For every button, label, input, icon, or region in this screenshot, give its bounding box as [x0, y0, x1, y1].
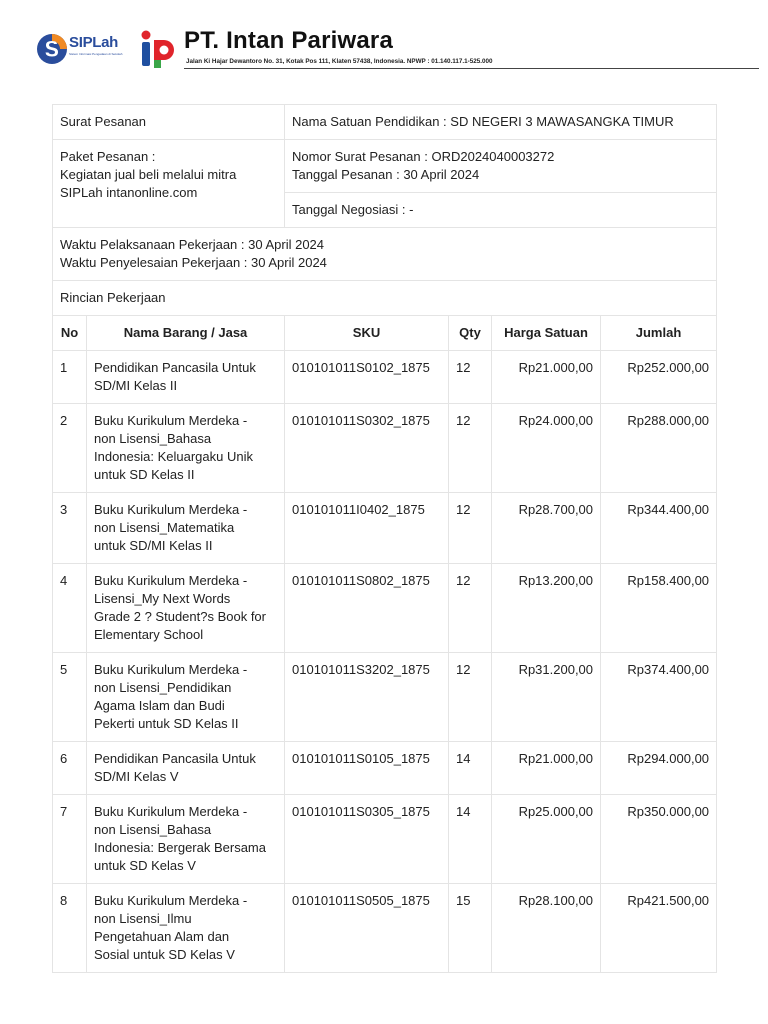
item-name-line: Elementary School — [94, 627, 204, 642]
item-no: 6 — [53, 742, 87, 795]
item-name-line: SD/MI Kelas V — [94, 769, 179, 784]
item-name-line: Pekerti untuk SD Kelas II — [94, 716, 239, 731]
items-header-row — [53, 316, 717, 351]
col-header-price: Harga Satuan — [492, 316, 601, 351]
item-name-line: non Lisensi_Ilmu — [94, 911, 192, 926]
item-qty: 14 — [449, 742, 492, 795]
item-qty: 12 — [449, 493, 492, 564]
package-line-2: SIPLah intanonline.com — [60, 185, 198, 200]
order-date: Tanggal Pesanan : 30 April 2024 — [292, 167, 480, 182]
item-total: Rp288.000,00 — [601, 404, 717, 493]
item-name-line: SD/MI Kelas II — [94, 378, 178, 393]
item-qty: 12 — [449, 653, 492, 742]
item-no: 5 — [53, 653, 87, 742]
item-name — [87, 884, 285, 973]
item-sku: 010101011S0802_1875 — [285, 564, 449, 653]
item-name-line: Indonesia: Keluargaku Unik — [94, 449, 253, 464]
item-sku: 010101011S0102_1875 — [285, 351, 449, 404]
item-name-line: Pengetahuan Alam dan — [94, 929, 230, 944]
company-name: PT. Intan Pariwara — [184, 27, 394, 54]
item-name-line: Agama Islam dan Budi — [94, 698, 225, 713]
table-row — [53, 564, 717, 653]
school-name: Nama Satuan Pendidikan : SD NEGERI 3 MAWASANGKA TIMUR — [285, 105, 717, 140]
order-table — [52, 104, 717, 973]
package-info — [53, 140, 285, 228]
order-meta — [285, 140, 717, 193]
item-name-line: untuk SD Kelas V — [94, 858, 196, 873]
col-header-qty: Qty — [449, 316, 492, 351]
item-total: Rp374.400,00 — [601, 653, 717, 742]
work-completion: Waktu Penyelesaian Pekerjaan : 30 April 2024 — [60, 255, 327, 270]
item-name-line: Sosial untuk SD Kelas V — [94, 947, 235, 962]
item-name-line: untuk SD/MI Kelas II — [94, 538, 213, 553]
company-address: Jalan Ki Hajar Dewantoro No. 31, Kotak Pos 111, Klaten 57438, Indonesia. NPWP : 01.140.117.1-525.000 — [186, 58, 493, 65]
item-name-line: Buku Kurikulum Merdeka - — [94, 413, 248, 428]
work-schedule — [53, 228, 717, 281]
col-header-total: Jumlah — [601, 316, 717, 351]
item-name-line: Buku Kurikulum Merdeka - — [94, 502, 248, 517]
table-row — [53, 742, 717, 795]
item-no: 7 — [53, 795, 87, 884]
item-no: 3 — [53, 493, 87, 564]
item-name-line: non Lisensi_Matematika — [94, 520, 235, 535]
intan-pariwara-logo — [139, 26, 183, 70]
item-name-line: non Lisensi_Bahasa — [94, 431, 212, 446]
item-name-line: Pendidikan Pancasila Untuk — [94, 751, 256, 766]
table-row — [53, 493, 717, 564]
item-total: Rp344.400,00 — [601, 493, 717, 564]
item-name — [87, 795, 285, 884]
item-sku: 010101011S0105_1875 — [285, 742, 449, 795]
item-name-line: Pendidikan Pancasila Untuk — [94, 360, 256, 375]
item-total: Rp350.000,00 — [601, 795, 717, 884]
item-name-line: Buku Kurikulum Merdeka - — [94, 662, 248, 677]
item-total: Rp294.000,00 — [601, 742, 717, 795]
item-sku: 010101011S0305_1875 — [285, 795, 449, 884]
item-name — [87, 742, 285, 795]
item-name-line: Grade 2 ? Student?s Book for — [94, 609, 266, 624]
item-price: Rp21.000,00 — [492, 742, 601, 795]
order-number: Nomor Surat Pesanan : ORD2024040003272 — [292, 149, 555, 164]
item-name — [87, 564, 285, 653]
table-row — [53, 884, 717, 973]
item-name-line: non Lisensi_Bahasa — [94, 822, 212, 837]
item-name — [87, 653, 285, 742]
item-name-line: Lisensi_My Next Words — [94, 591, 231, 606]
item-price: Rp28.700,00 — [492, 493, 601, 564]
package-label: Paket Pesanan : — [60, 149, 156, 164]
item-price: Rp31.200,00 — [492, 653, 601, 742]
table-row — [53, 351, 717, 404]
item-name-line: Indonesia: Bergerak Bersama — [94, 840, 266, 855]
item-name — [87, 351, 285, 404]
item-total: Rp252.000,00 — [601, 351, 717, 404]
item-price: Rp13.200,00 — [492, 564, 601, 653]
item-name-line: non Lisensi_Pendidikan — [94, 680, 232, 695]
item-sku: 010101011I0402_1875 — [285, 493, 449, 564]
items-body — [53, 351, 717, 973]
item-name-line: untuk SD Kelas II — [94, 467, 195, 482]
item-name-line: Buku Kurikulum Merdeka - — [94, 573, 248, 588]
item-name — [87, 493, 285, 564]
header-divider — [184, 68, 759, 69]
work-execution: Waktu Pelaksanaan Pekerjaan : 30 April 2024 — [60, 237, 325, 252]
item-no: 4 — [53, 564, 87, 653]
table-row — [53, 404, 717, 493]
order-title: Surat Pesanan — [53, 105, 285, 140]
item-price: Rp21.000,00 — [492, 351, 601, 404]
col-header-sku: SKU — [285, 316, 449, 351]
col-header-name: Nama Barang / Jasa — [87, 316, 285, 351]
item-qty: 15 — [449, 884, 492, 973]
item-sku: 010101011S0302_1875 — [285, 404, 449, 493]
item-qty: 12 — [449, 404, 492, 493]
item-qty: 12 — [449, 564, 492, 653]
work-details-heading: Rincian Pekerjaan — [53, 281, 717, 316]
item-price: Rp25.000,00 — [492, 795, 601, 884]
item-total: Rp158.400,00 — [601, 564, 717, 653]
item-sku: 010101011S3202_1875 — [285, 653, 449, 742]
item-price: Rp24.000,00 — [492, 404, 601, 493]
item-qty: 12 — [449, 351, 492, 404]
document-header — [0, 0, 768, 100]
table-row — [53, 653, 717, 742]
siplah-logo-text: SIPLah — [69, 34, 119, 51]
item-name-line: Buku Kurikulum Merdeka - — [94, 893, 248, 908]
item-name — [87, 404, 285, 493]
item-no: 8 — [53, 884, 87, 973]
item-sku: 010101011S0505_1875 — [285, 884, 449, 973]
table-row — [53, 795, 717, 884]
item-total: Rp421.500,00 — [601, 884, 717, 973]
item-no: 1 — [53, 351, 87, 404]
negotiation-date: Tanggal Negosiasi : - — [285, 193, 717, 228]
siplah-logo-subtext: Sistem Informasi Pengadaan di Sekolah — [69, 52, 123, 56]
col-header-no: No — [53, 316, 87, 351]
item-no: 2 — [53, 404, 87, 493]
item-qty: 14 — [449, 795, 492, 884]
item-price: Rp28.100,00 — [492, 884, 601, 973]
item-name-line: Buku Kurikulum Merdeka - — [94, 804, 248, 819]
package-line-1: Kegiatan jual beli melalui mitra — [60, 167, 237, 182]
